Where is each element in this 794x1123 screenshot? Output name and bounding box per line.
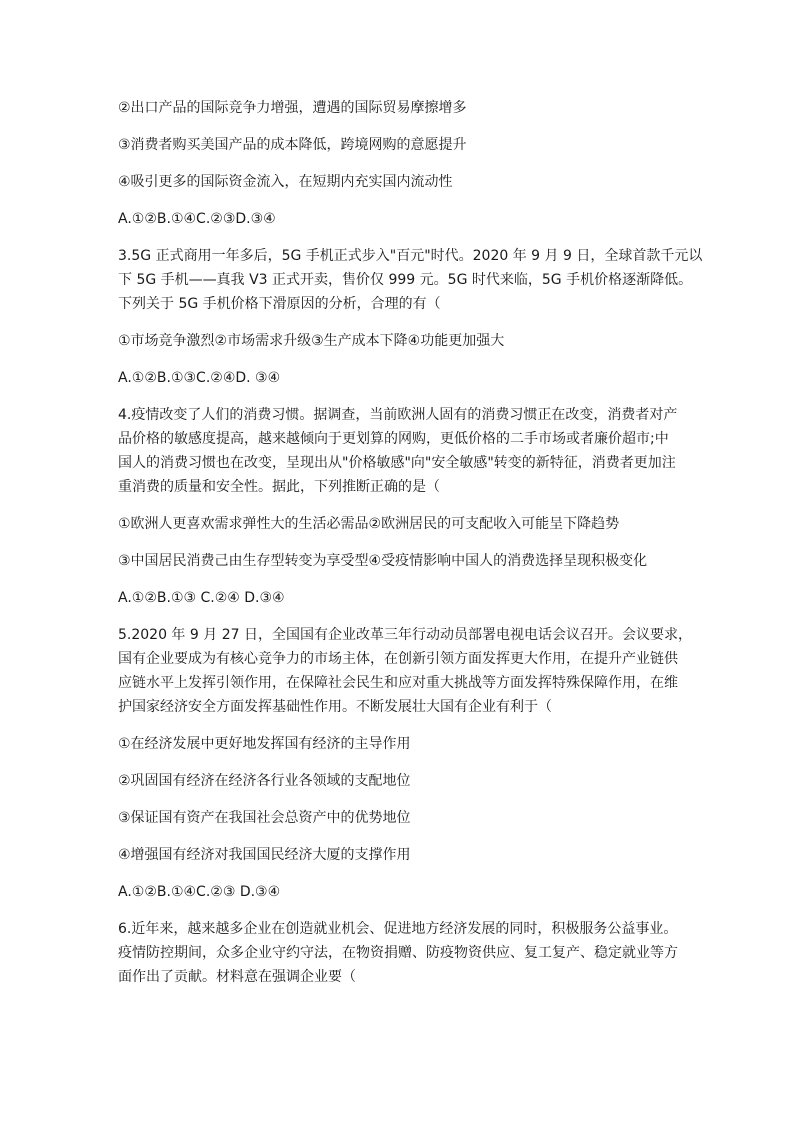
question-line: 疫情防控期间，众多企业守约守法，在物资捐赠、防疫物资供应、复工复产、稳定就业等方 xyxy=(118,945,678,961)
option-line: ②巩固国有经济在经济各行业各领域的支配地位 xyxy=(118,773,411,789)
answer-choices: A.①②B.①④C.②③ D.③④ xyxy=(118,884,281,900)
document-content xyxy=(118,96,703,989)
option-line: ③中国居民消费己由生存型转变为享受型④受疫情影响中国人的消费选择呈现积极变化 xyxy=(118,553,648,569)
question-line: 5.2020 年 9 月 27 日，全国国有企业改革三年行动动员部署电视电话会议召开。会议要求， xyxy=(118,627,692,643)
question-line: 品价格的敏感度提高，越来越倾向于更划算的网购，更低价格的二手市场或者廉价超市;中 xyxy=(118,431,669,447)
option-line: ①欧洲人更喜欢需求弹性大的生活必需品②欧洲居民的可支配收入可能呈下降趋势 xyxy=(118,516,620,532)
option-line: ②出口产品的国际竞争力增强，遭遇的国际贸易摩擦增多 xyxy=(118,100,467,116)
question-5 xyxy=(118,623,698,719)
option-line: ①市场竞争激烈②市场需求升级③生产成本下降④功能更加强大 xyxy=(118,333,505,349)
question-line: 重消费的质量和安全性。据此，下列推断正确的是（ xyxy=(118,479,440,495)
question-4 xyxy=(118,403,698,499)
option-line: ③保证国有资产在我国社会总资产中的优势地位 xyxy=(118,810,411,826)
question-line: 国有企业要成为有核心竞争力的市场主体，在创新引领方面发挥更大作用，在提升产业链供 xyxy=(118,651,678,667)
question-line: 6.近年来，越来越多企业在创造就业机会、促进地方经济发展的同时，积极服务公益事业。 xyxy=(118,921,678,937)
answer-choices: A.①②B.①③ C.②④ D.③④ xyxy=(118,590,285,606)
question-line: 面作出了贡献。材料意在强调企业要（ xyxy=(118,969,356,985)
option-line: ①在经济发展中更好地发挥国有经济的主导作用 xyxy=(118,736,411,752)
answer-choices: A.①②B.①③C.②④D. ③④ xyxy=(118,370,281,386)
question-6 xyxy=(118,917,698,989)
question-line: 下列关于 5G 手机价格下滑原因的分析，合理的有（ xyxy=(118,296,441,312)
option-line: ③消费者购买美国产品的成本降低，跨境网购的意愿提升 xyxy=(118,137,467,153)
option-line: ④吸引更多的国际资金流入，在短期内充实国内流动性 xyxy=(118,174,453,190)
question-line: 应链水平上发挥引领作用，在保障社会民生和应对重大挑战等方面发挥特殊保障作用，在维 xyxy=(118,675,678,691)
option-line: ④增强国有经济对我国国民经济大厦的支撑作用 xyxy=(118,847,411,863)
question-line: 护国家经济安全方面发挥基础性作用。不断发展壮大国有企业有利于（ xyxy=(118,699,552,715)
question-line: 国人的消费习惯也在改变，呈现出从"价格敏感"向"安全敏感"转变的新特征，消费者更加注 xyxy=(118,455,676,471)
answer-choices: A.①②B.①④C.②③D.③④ xyxy=(118,211,276,227)
question-line: 3.5G 正式商用一年多后，5G 手机正式步入"百元"时代。2020 年 9 月 9 日，全球首款千元以 xyxy=(118,248,703,264)
question-line: 下 5G 手机——真我 V3 正式开卖，售价仅 999 元。5G 时代来临，5G 手机价格逐渐降低。 xyxy=(118,272,693,288)
question-line: 4.疫情改变了人们的消费习惯。据调查，当前欧洲人固有的消费习惯正在改变，消费者对产 xyxy=(118,407,678,423)
question-3 xyxy=(118,244,703,316)
